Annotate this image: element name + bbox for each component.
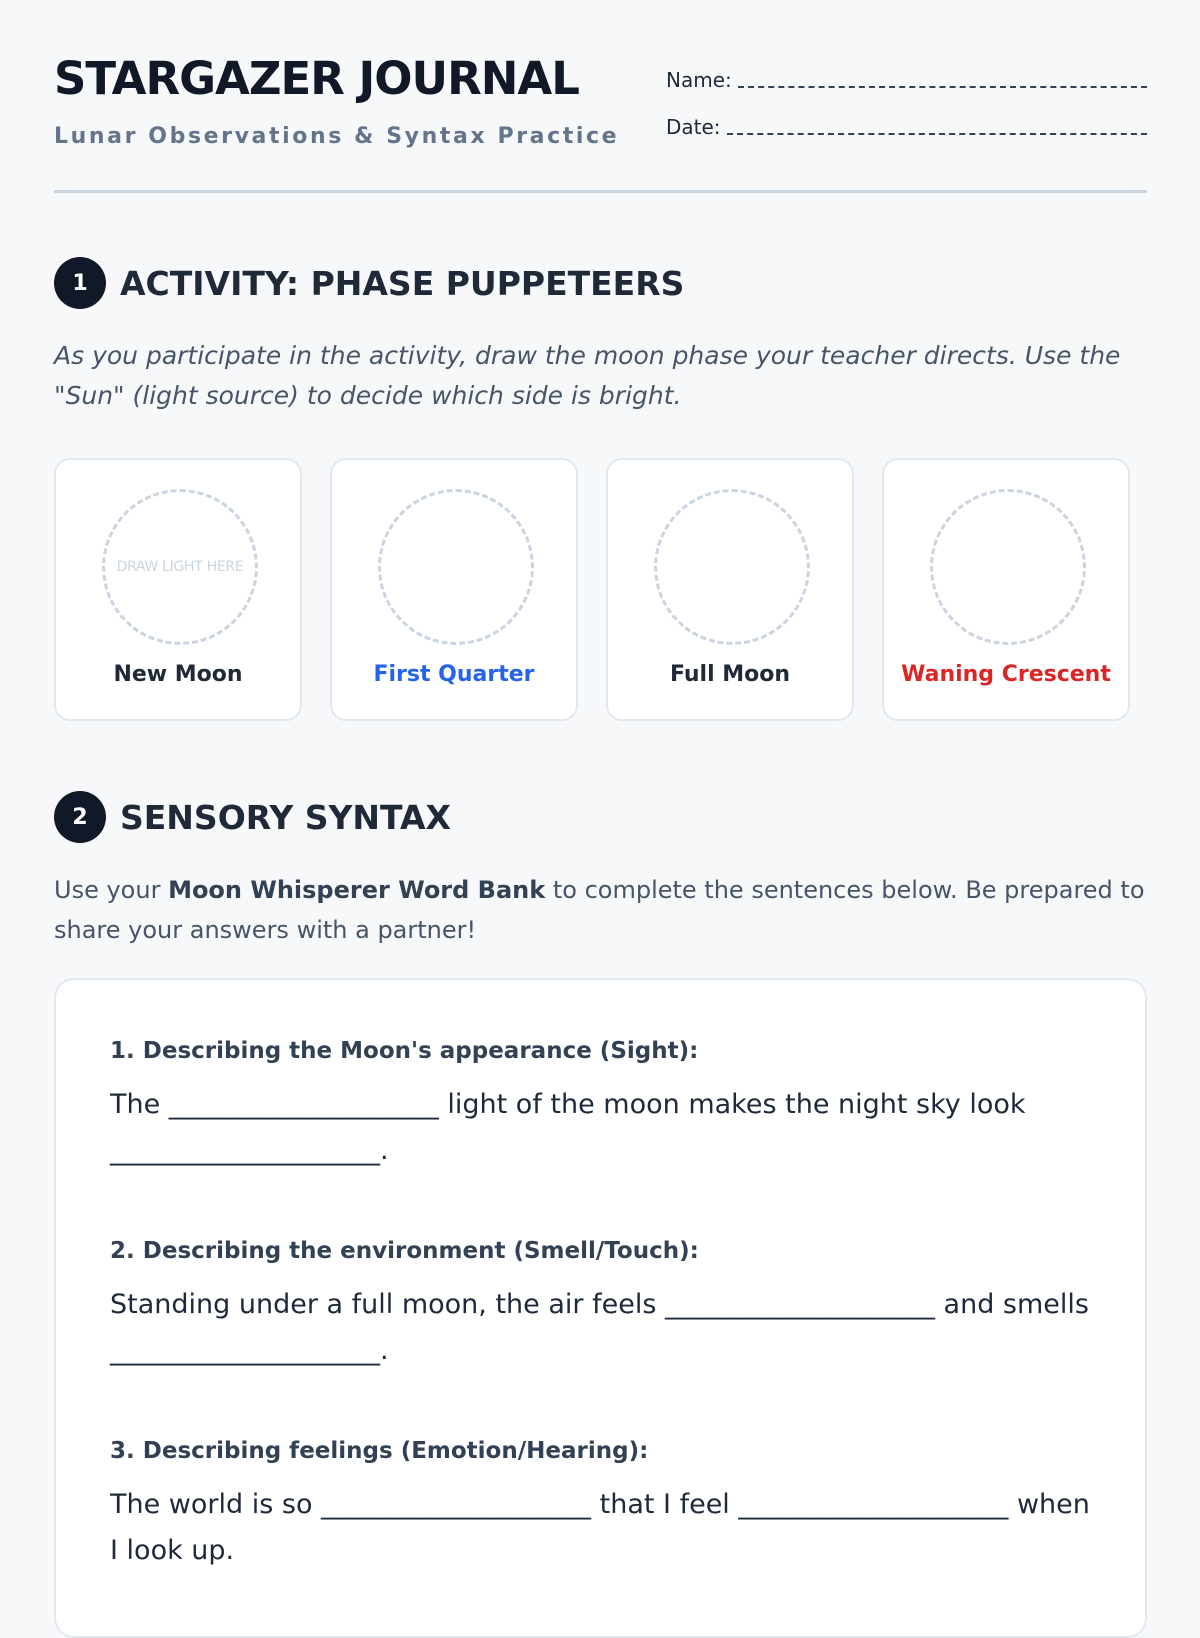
moon-card-label: First Quarter: [373, 662, 535, 687]
moon-card-label: Waning Crescent: [901, 662, 1111, 687]
sentence-prompts-panel: [54, 978, 1147, 1638]
section-2-heading: [54, 791, 451, 843]
name-line[interactable]: [738, 86, 1147, 88]
moon-card-first-quarter[interactable]: [330, 458, 578, 721]
page-title: STARGAZER JOURNAL: [54, 52, 579, 105]
prompt-item: [110, 1238, 1100, 1374]
prompt-item: [110, 1438, 1100, 1574]
moon-card-label: New Moon: [113, 662, 243, 687]
date-field[interactable]: [666, 115, 1147, 139]
page-subtitle: Lunar Observations & Syntax Practice: [54, 124, 620, 149]
name-field[interactable]: [666, 68, 1147, 92]
moon-drawing-circle[interactable]: [102, 489, 258, 645]
section-number-badge: 2: [54, 791, 106, 843]
section-title: ACTIVITY: PHASE PUPPETEERS: [120, 263, 685, 303]
prompt-heading: 1. Describing the Moon's appearance (Sight):: [110, 1038, 699, 1064]
word-bank-name: Moon Whisperer Word Bank: [168, 876, 546, 904]
date-label: Date:: [666, 115, 721, 139]
name-label: Name:: [666, 68, 732, 92]
moon-drawing-circle[interactable]: [930, 489, 1086, 645]
moon-card-full-moon[interactable]: [606, 458, 854, 721]
syntax-instructions: [54, 870, 1147, 950]
date-line[interactable]: [727, 133, 1147, 135]
moon-card-waning-crescent[interactable]: [882, 458, 1130, 721]
prompt-sentence[interactable]: The ____________________ light of the moon makes the night sky look ____________________.: [110, 1089, 1026, 1166]
instructions-text: to complete the sentences below. Be prepared to share your answers with a partner!: [54, 876, 1145, 944]
header: [54, 0, 1147, 193]
prompt-sentence[interactable]: Standing under a full moon, the air feels ____________________ and smells ____________________.: [110, 1289, 1089, 1366]
section-number-badge: 1: [54, 257, 106, 309]
moon-card-label: Full Moon: [669, 662, 791, 687]
prompt-heading: 2. Describing the environment (Smell/Touch):: [110, 1238, 699, 1264]
prompt-heading: 3. Describing feelings (Emotion/Hearing):: [110, 1438, 649, 1464]
draw-hint: DRAW LIGHT HERE: [116, 559, 244, 575]
prompt-sentence[interactable]: The world is so ____________________ that I feel ____________________ when I look up.: [110, 1489, 1090, 1566]
section-title: SENSORY SYNTAX: [120, 797, 451, 837]
section-1-heading: [54, 257, 684, 309]
instructions-text: Use your: [54, 876, 169, 904]
worksheet-page: [54, 0, 1147, 1566]
prompt-item: [110, 1038, 1100, 1174]
moon-card-new-moon[interactable]: [54, 458, 302, 721]
moon-drawing-circle[interactable]: [378, 489, 534, 645]
moon-drawing-circle[interactable]: [654, 489, 810, 645]
activity-instructions: As you participate in the activity, draw the moon phase your teacher directs. Use the "Sun" (light source) to decide which side is bright.: [54, 341, 1121, 410]
moon-phase-cards: [54, 458, 1130, 721]
